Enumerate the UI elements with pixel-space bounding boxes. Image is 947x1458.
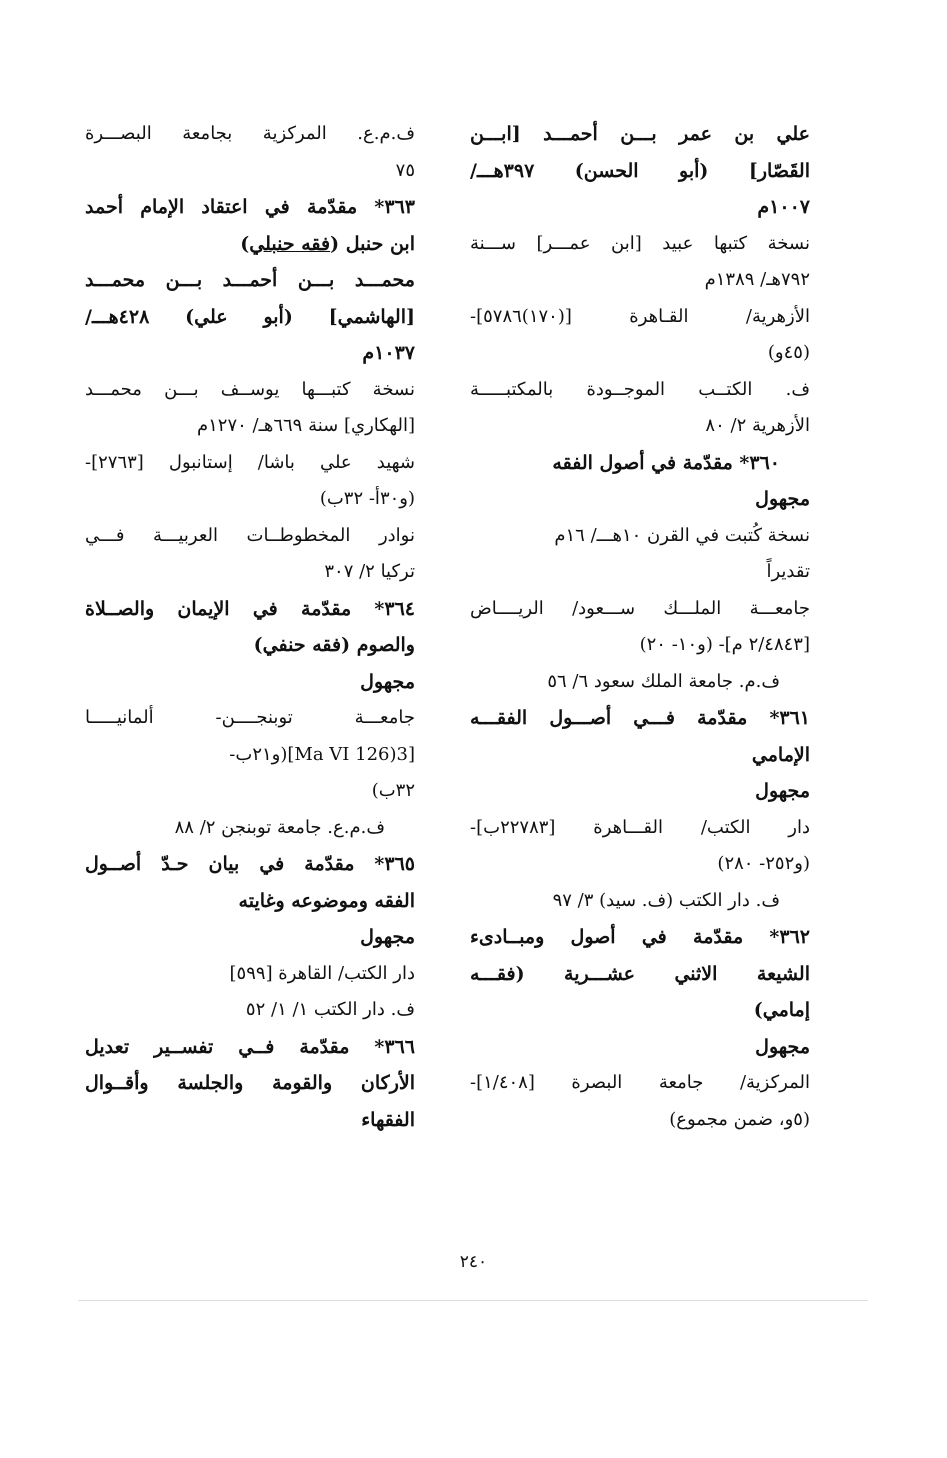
line-text: مجهول: [755, 1035, 810, 1058]
left-column: [85, 116, 415, 1138]
line-text: مجهول: [755, 780, 810, 802]
right-line: [470, 956, 810, 993]
right-column: [470, 116, 810, 1138]
left-line: [85, 846, 415, 883]
left-line: [85, 408, 415, 445]
line-text: القَصّار] (أبو الحسن) ٣٩٧هـــ/: [470, 159, 810, 182]
left-line: [85, 591, 415, 628]
line-text: ٧٥: [395, 159, 415, 181]
right-line: [470, 372, 810, 409]
left-line: [85, 773, 415, 810]
right-line: [470, 299, 810, 336]
right-line: [470, 919, 810, 956]
line-text: مجهول: [755, 488, 810, 510]
left-line: [85, 664, 415, 701]
left-line: [85, 372, 415, 409]
line-text: ٣٦٣* مقدّمة في اعتقاد الإمام أحمد: [85, 196, 415, 218]
line-text: نسخة كتبها عبيد [ابن عمـــر] ســـنة: [470, 232, 810, 254]
right-line: [470, 445, 810, 482]
left-line: [85, 1065, 415, 1102]
line-text: [Ma VI 126)3](و٢١ب-: [229, 743, 415, 765]
right-line: [470, 664, 810, 701]
line-text: (٥و، ضمن مجموع): [669, 1108, 810, 1130]
line-text: الفقه وموضوعه وغايته: [238, 889, 415, 912]
line-text: الأزهرية/ القـاهرة [(١٧٠)٥٧٨٦]-: [470, 305, 810, 327]
line-text: علي بن عمر بـــن أحمـــد [ابـــن: [470, 123, 810, 145]
line-text: ٣٦١* مقدّمة فـــي أصـــول الفقـــه: [470, 707, 810, 729]
line-text: تركيا ٢/ ٣٠٧: [324, 561, 415, 582]
line-text: (٤٥و): [767, 342, 810, 363]
line-text: ١٠٣٧م: [362, 342, 415, 364]
line-text: [الهاشمي] (أبو علي) ٤٢٨هـــ/: [85, 305, 415, 328]
right-line: [470, 189, 810, 226]
line-text: ٣٦٦* مقدّمة فــي تفســير تعديل: [85, 1035, 415, 1058]
line-text: (و٢٥٢- ٢٨٠): [717, 853, 810, 874]
line-text: إمامي): [753, 999, 810, 1021]
left-line: [85, 737, 415, 774]
line-text: الإمامي: [751, 743, 810, 766]
right-line: [470, 700, 810, 737]
right-line: [470, 810, 810, 847]
left-line: [85, 299, 415, 336]
left-line: [85, 883, 415, 920]
line-text: دار الكتب/ القاهرة [٥٩٩]: [229, 962, 415, 984]
left-line: [85, 919, 415, 956]
left-line: [85, 335, 415, 372]
line-text: ١٠٠٧م: [757, 196, 810, 218]
right-line: [470, 1065, 810, 1102]
left-line: [85, 116, 415, 153]
line-text: ٣٦٤* مقدّمة في الإيمان والصــلاة: [85, 597, 415, 620]
right-line: [470, 518, 810, 555]
left-line: [85, 262, 415, 299]
right-line: [470, 591, 810, 628]
line-text: [٢/٤٨٤٣ م]- (و١٠- ٢٠): [639, 634, 810, 655]
left-line: [85, 700, 415, 737]
line-text: الشيعة الاثني عشـــرية (فقـــه: [470, 962, 810, 985]
left-line: ابن حنبل (فقه حنبلي): [240, 232, 415, 255]
left-line: [85, 956, 415, 993]
page-number: ٢٤٠: [459, 1252, 488, 1272]
right-line: [470, 153, 810, 190]
line-text: نسخة كتبـــها يوســف بـــن محمـــد: [85, 378, 415, 400]
right-line: [470, 554, 810, 591]
line-text: ٧٩٢هـ/ ١٣٨٩م: [704, 269, 810, 290]
right-line: [470, 1029, 810, 1066]
right-line: [470, 992, 810, 1029]
line-text: ف. الكتــب الموجــودة بالمكتبـــــة: [470, 378, 810, 400]
line-text: شهيد علي باشا/ إستانبول [٢٧٦٣]-: [85, 451, 415, 473]
line-text: الأزهرية ٢/ ٨٠: [705, 415, 810, 436]
left-line: [85, 518, 415, 555]
line-text: ابن حنبل: [345, 232, 415, 255]
line-text: الأركان والقومة والجلسة وأقــوال: [85, 1072, 415, 1094]
line-text: ف. دار الكتب ١/ ١/ ٥٢: [245, 999, 415, 1020]
left-line: [85, 554, 415, 591]
left-line: [85, 481, 415, 518]
line-text: جامعـــة توبنجــــن- ألمانيـــــا: [85, 707, 415, 728]
right-line: [470, 262, 810, 299]
line-text: ف.م. جامعة الملك سعود ٦/ ٥٦: [547, 670, 780, 692]
left-line: [85, 627, 415, 664]
line-text: ٣٦٢* مقدّمة في أصول ومبــادىء: [470, 926, 810, 948]
line-text: نوادر المخطوطــات العربيـــة فـــي: [85, 524, 415, 546]
line-text: ف. دار الكتب (ف. سيد) ٣/ ٩٧: [552, 889, 780, 911]
page-edge-line: [78, 1300, 868, 1301]
line-text: ٣٦٥* مقدّمة في بيان حـدّ أصــول: [85, 853, 415, 875]
subject-label: فقه حنبلي: [249, 232, 331, 255]
line-text: نسخة كُتبت في القرن ١٠هـــ/ ١٦م: [554, 524, 810, 546]
line-text: تقديراً: [766, 561, 810, 582]
left-line: [85, 445, 415, 482]
right-line: [470, 737, 810, 774]
line-text: [الهكاري] سنة ٦٦٩هـ/ ١٢٧٠م: [196, 415, 415, 436]
line-text: الفقهاء: [361, 1108, 415, 1131]
line-text: مجهول: [360, 670, 415, 693]
line-text: ٣٦٠* مقدّمة في أصول الفقه: [552, 451, 780, 474]
line-text: جامعـــة الملـــك ســـعود/ الريــــاض: [470, 597, 810, 619]
line-text: دار الكتب/ القـــاهرة [٢٢٧٨٣ب]-: [470, 816, 810, 838]
right-line: [470, 883, 810, 920]
right-line: [470, 627, 810, 664]
line-text: المركزية/ جامعة البصرة [١/٤٠٨]-: [470, 1072, 810, 1093]
line-text: محمـــد بـــن أحمـــد بـــن محمـــد: [85, 269, 415, 291]
line-text: (و٣٠أ- ٣٢ب): [319, 488, 415, 509]
left-line: [85, 1029, 415, 1066]
right-line: [470, 773, 810, 810]
right-line: [470, 226, 810, 263]
line-text: ٣٢ب): [371, 780, 415, 801]
line-text: والصوم (فقه حنفي): [253, 634, 415, 656]
left-line: [85, 992, 415, 1029]
right-line: [470, 1102, 810, 1139]
right-line: [470, 481, 810, 518]
right-line: [470, 335, 810, 372]
right-line: [470, 846, 810, 883]
left-line: [85, 810, 415, 847]
right-line: [470, 408, 810, 445]
line-text: مجهول: [360, 926, 415, 948]
left-line: [85, 153, 415, 190]
right-line: [470, 116, 810, 153]
line-text: ف.م.ع. المركزية بجامعة البصـــرة: [85, 123, 415, 144]
line-text: ف.م.ع. جامعة توبنجن ٢/ ٨٨: [174, 816, 385, 838]
left-line: [85, 1102, 415, 1139]
left-line: [85, 189, 415, 226]
